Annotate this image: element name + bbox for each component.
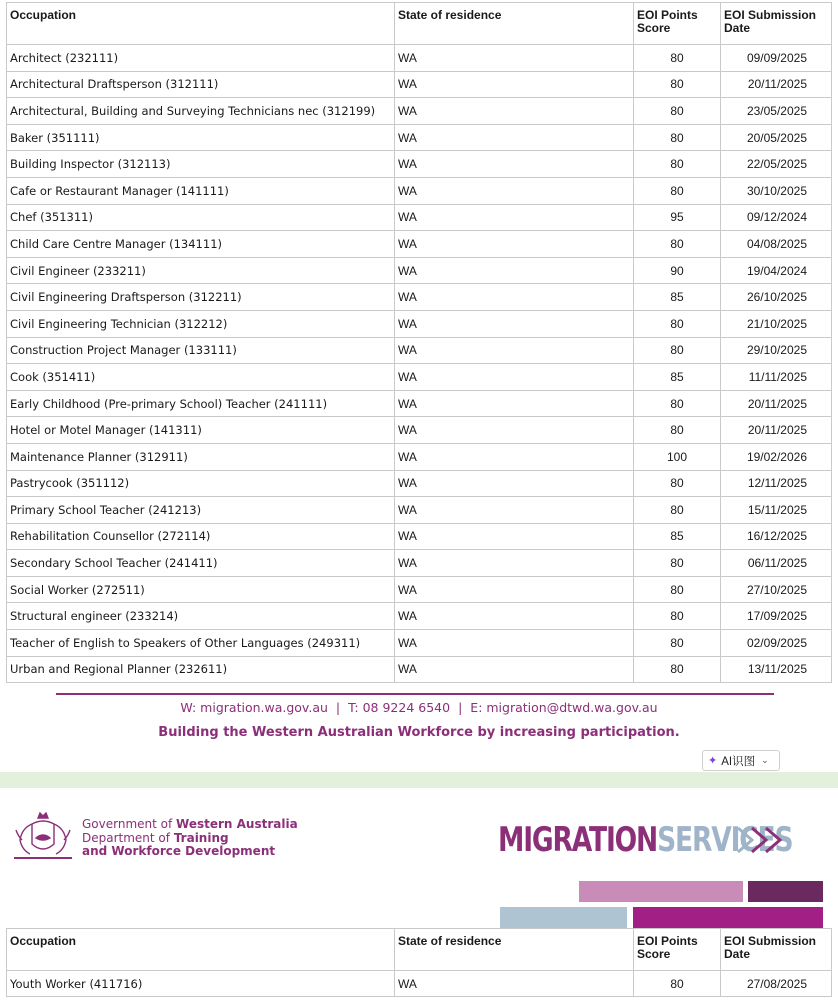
- table-row: [7, 71, 832, 98]
- logo-part-services: SERVICES: [657, 820, 793, 860]
- occupation-cell: Rehabilitation Counsellor (272114): [7, 523, 395, 550]
- score-cell: 100: [634, 443, 721, 470]
- date-cell: 16/12/2025: [721, 523, 832, 550]
- decorative-bar-magenta: [633, 907, 823, 928]
- decorative-bar-light-blue: [500, 907, 627, 928]
- ai-image-recognition-button[interactable]: [702, 750, 780, 771]
- gov-line-2-bold: Training: [173, 830, 229, 845]
- date-cell: 13/11/2025: [721, 656, 832, 683]
- date-cell: 20/11/2025: [721, 71, 832, 98]
- header-score-line2: Score: [637, 21, 671, 35]
- table-row: [7, 310, 832, 337]
- chevron-down-icon: ⌄: [761, 755, 769, 765]
- score-cell: 80: [634, 337, 721, 364]
- state-cell: WA: [395, 603, 634, 630]
- ai-button-label: AI识图: [721, 755, 756, 768]
- table-row: [7, 630, 832, 657]
- score-cell: 80: [634, 630, 721, 657]
- gov-line-3-bold: and Workforce Development: [82, 844, 276, 858]
- page-break: [0, 772, 838, 788]
- score-cell: 80: [634, 124, 721, 151]
- table-header-row: [7, 3, 832, 45]
- department-name: [82, 818, 298, 859]
- header-state: State of residence: [395, 929, 634, 971]
- state-cell: WA: [395, 417, 634, 444]
- date-cell: 21/10/2025: [721, 310, 832, 337]
- occupation-cell: Cook (351411): [7, 364, 395, 391]
- table-row: [7, 603, 832, 630]
- date-cell: 12/11/2025: [721, 470, 832, 497]
- footer-email: E: migration@dtwd.wa.gov.au: [470, 700, 658, 715]
- score-cell: 80: [634, 417, 721, 444]
- footer-phone: T: 08 9224 6540: [348, 700, 451, 715]
- occupation-cell: Teacher of English to Speakers of Other Languages (249311): [7, 630, 395, 657]
- date-cell: 20/05/2025: [721, 124, 832, 151]
- footer-separator: |: [458, 700, 463, 715]
- footer-separator: |: [335, 700, 341, 715]
- state-cell: WA: [395, 630, 634, 657]
- table-row: [7, 45, 832, 72]
- date-cell: 19/02/2026: [721, 443, 832, 470]
- date-cell: 27/08/2025: [721, 971, 832, 997]
- logo-part-migration: MIGRATION: [498, 820, 658, 860]
- table-row: [7, 550, 832, 577]
- footer-divider: [56, 693, 774, 695]
- date-cell: 29/10/2025: [721, 337, 832, 364]
- footer-web: W: migration.wa.gov.au: [180, 700, 328, 715]
- table-row: [7, 576, 832, 603]
- occupation-cell: Civil Engineer (233211): [7, 257, 395, 284]
- state-cell: WA: [395, 71, 634, 98]
- score-cell: 80: [634, 550, 721, 577]
- state-cell: WA: [395, 497, 634, 524]
- table-row: [7, 231, 832, 258]
- gov-line-3: [82, 845, 298, 859]
- occupation-cell: Maintenance Planner (312911): [7, 443, 395, 470]
- header-date-line1: EOI Submission: [724, 934, 817, 948]
- occupation-cell: Architect (232111): [7, 45, 395, 72]
- occupation-cell: Baker (351111): [7, 124, 395, 151]
- occupation-cell: Hotel or Motel Manager (141311): [7, 417, 395, 444]
- header-score-line1: EOI Points: [637, 934, 698, 948]
- occupation-cell: Structural engineer (233214): [7, 603, 395, 630]
- header-score-line1: EOI Points: [637, 8, 698, 22]
- score-cell: 80: [634, 390, 721, 417]
- date-cell: 20/11/2025: [721, 417, 832, 444]
- state-cell: WA: [395, 443, 634, 470]
- state-cell: WA: [395, 390, 634, 417]
- score-cell: 80: [634, 470, 721, 497]
- header-date: [721, 929, 832, 971]
- score-cell: 80: [634, 971, 721, 997]
- gov-line-2-prefix: Department of: [82, 830, 174, 845]
- state-cell: WA: [395, 231, 634, 258]
- footer-slogan: Building the Western Australian Workforce by increasing participation.: [158, 725, 680, 740]
- state-cell: WA: [395, 177, 634, 204]
- eoi-table: [6, 2, 832, 683]
- state-cell: WA: [395, 257, 634, 284]
- date-cell: 11/11/2025: [721, 364, 832, 391]
- state-cell: WA: [395, 98, 634, 125]
- chevron-arrows-icon: [736, 824, 792, 856]
- state-cell: WA: [395, 45, 634, 72]
- score-cell: 85: [634, 523, 721, 550]
- score-cell: 85: [634, 284, 721, 311]
- state-cell: WA: [395, 550, 634, 577]
- occupation-cell: Social Worker (272511): [7, 576, 395, 603]
- date-cell: 09/09/2025: [721, 45, 832, 72]
- occupation-cell: Early Childhood (Pre-primary School) Teacher (241111): [7, 390, 395, 417]
- date-cell: 19/04/2024: [721, 257, 832, 284]
- header-date-line2: Date: [724, 21, 751, 35]
- occupation-cell: Architectural Draftsperson (312111): [7, 71, 395, 98]
- occupation-cell: Architectural, Building and Surveying Technicians nec (312199): [7, 98, 395, 125]
- occupation-cell: Construction Project Manager (133111): [7, 337, 395, 364]
- score-cell: 80: [634, 576, 721, 603]
- table-row: [7, 177, 832, 204]
- score-cell: 80: [634, 71, 721, 98]
- occupation-cell: Chef (351311): [7, 204, 395, 231]
- header-date-line2: Date: [724, 947, 751, 961]
- header-occupation: Occupation: [7, 929, 395, 971]
- header-score: [634, 929, 721, 971]
- date-cell: 09/12/2024: [721, 204, 832, 231]
- header-state: State of residence: [395, 3, 634, 45]
- wa-coat-of-arms-icon: [10, 810, 76, 862]
- header-score-line2: Score: [637, 947, 671, 961]
- gov-line-2: [82, 832, 298, 846]
- score-cell: 80: [634, 98, 721, 125]
- occupation-cell: Building Inspector (312113): [7, 151, 395, 178]
- state-cell: WA: [395, 337, 634, 364]
- score-cell: 80: [634, 45, 721, 72]
- occupation-cell: Civil Engineering Technician (312212): [7, 310, 395, 337]
- table-row: [7, 364, 832, 391]
- date-cell: 22/05/2025: [721, 151, 832, 178]
- table-row: [7, 497, 832, 524]
- gov-line-1: [82, 818, 298, 832]
- score-cell: 80: [634, 656, 721, 683]
- date-cell: 17/09/2025: [721, 603, 832, 630]
- date-cell: 06/11/2025: [721, 550, 832, 577]
- decorative-bar-pink: [579, 881, 743, 902]
- table-row: [7, 971, 832, 997]
- date-cell: 30/10/2025: [721, 177, 832, 204]
- score-cell: 80: [634, 151, 721, 178]
- table-row: [7, 470, 832, 497]
- score-cell: 80: [634, 231, 721, 258]
- score-cell: 80: [634, 310, 721, 337]
- table-row: [7, 98, 832, 125]
- occupation-cell: Urban and Regional Planner (232611): [7, 656, 395, 683]
- date-cell: 20/11/2025: [721, 390, 832, 417]
- gov-line-1-bold: Western Australia: [176, 817, 298, 831]
- state-cell: WA: [395, 204, 634, 231]
- score-cell: 95: [634, 204, 721, 231]
- state-cell: WA: [395, 576, 634, 603]
- table-row: [7, 151, 832, 178]
- table-row: [7, 284, 832, 311]
- decorative-bar-dark-purple: [748, 881, 823, 902]
- table-row: [7, 204, 832, 231]
- date-cell: 26/10/2025: [721, 284, 832, 311]
- header-date-line1: EOI Submission: [724, 8, 817, 22]
- state-cell: WA: [395, 310, 634, 337]
- score-cell: 80: [634, 177, 721, 204]
- header-score: [634, 3, 721, 45]
- state-cell: WA: [395, 971, 634, 997]
- occupation-cell: Civil Engineering Draftsperson (312211): [7, 284, 395, 311]
- occupation-cell: Secondary School Teacher (241411): [7, 550, 395, 577]
- score-cell: 90: [634, 257, 721, 284]
- date-cell: 15/11/2025: [721, 497, 832, 524]
- gov-line-1-prefix: Government of: [82, 817, 177, 831]
- state-cell: WA: [395, 470, 634, 497]
- table-row: [7, 523, 832, 550]
- ai-sparkle-icon: ✦: [708, 755, 718, 767]
- score-cell: 80: [634, 603, 721, 630]
- header-occupation: Occupation: [7, 3, 395, 45]
- state-cell: WA: [395, 523, 634, 550]
- state-cell: WA: [395, 151, 634, 178]
- occupation-cell: Youth Worker (411716): [7, 971, 395, 997]
- state-cell: WA: [395, 656, 634, 683]
- migration-services-logo: [498, 818, 798, 864]
- table-row: [7, 124, 832, 151]
- table-row: [7, 417, 832, 444]
- header-date: [721, 3, 832, 45]
- eoi-table-continued: [6, 928, 832, 997]
- table-header-row: [7, 929, 832, 971]
- table-row: [7, 390, 832, 417]
- table-row: [7, 656, 832, 683]
- occupation-cell: Cafe or Restaurant Manager (141111): [7, 177, 395, 204]
- state-cell: WA: [395, 364, 634, 391]
- table-row: [7, 337, 832, 364]
- date-cell: 04/08/2025: [721, 231, 832, 258]
- table-row: [7, 257, 832, 284]
- occupation-cell: Primary School Teacher (241213): [7, 497, 395, 524]
- date-cell: 02/09/2025: [721, 630, 832, 657]
- state-cell: WA: [395, 124, 634, 151]
- state-cell: WA: [395, 284, 634, 311]
- occupation-cell: Child Care Centre Manager (134111): [7, 231, 395, 258]
- date-cell: 27/10/2025: [721, 576, 832, 603]
- score-cell: 80: [634, 497, 721, 524]
- score-cell: 85: [634, 364, 721, 391]
- date-cell: 23/05/2025: [721, 98, 832, 125]
- footer-contact: [0, 700, 838, 715]
- occupation-cell: Pastrycook (351112): [7, 470, 395, 497]
- table-row: [7, 443, 832, 470]
